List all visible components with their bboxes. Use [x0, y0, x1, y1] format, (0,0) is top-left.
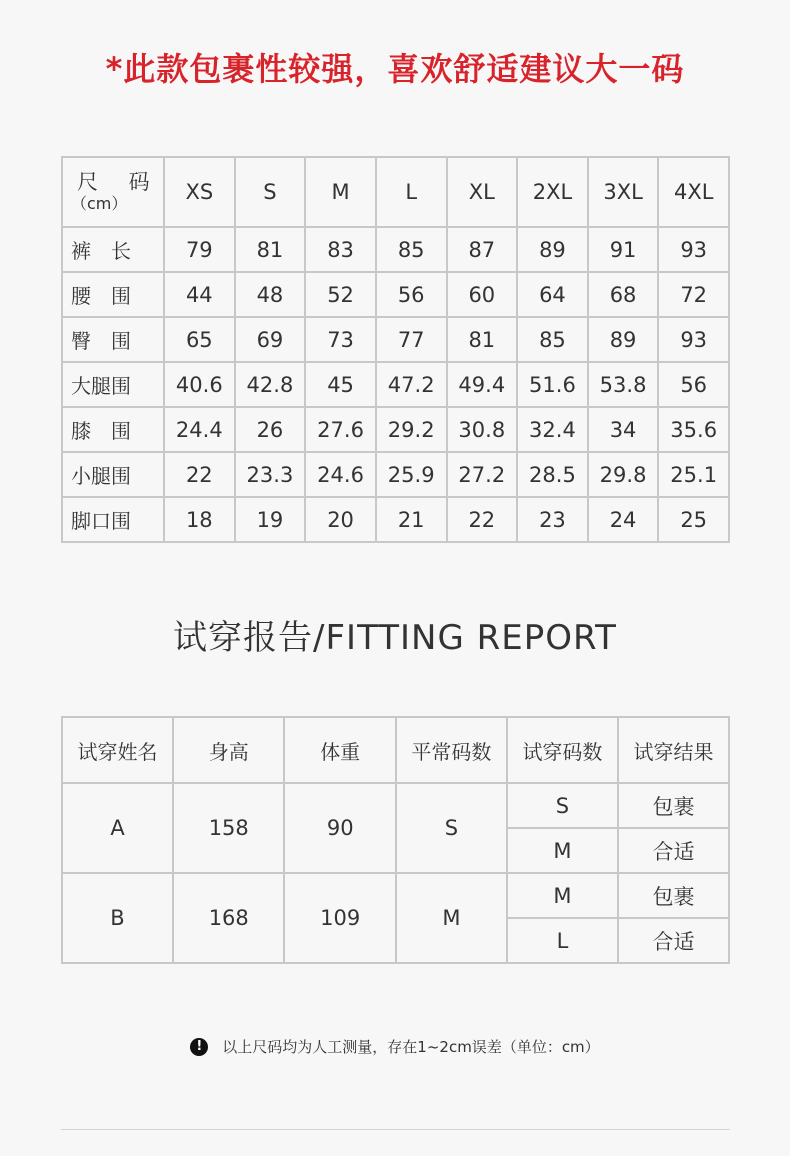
fitting-report-title: 试穿报告/FITTING REPORT [173, 618, 617, 658]
measure-value: 77 [376, 317, 447, 362]
table-row [62, 317, 729, 362]
size-col-header: S [235, 157, 306, 227]
measure-value: 27.2 [447, 452, 518, 497]
fit-advice-banner: *此款包裹性较强，喜欢舒适建议大一码 [105, 50, 685, 88]
table-row [62, 362, 729, 407]
report-header-row [62, 717, 729, 783]
measure-value: 56 [376, 272, 447, 317]
measure-value: 69 [235, 317, 306, 362]
measure-value: 73 [305, 317, 376, 362]
measure-value: 89 [588, 317, 659, 362]
report-col-header: 身高 [173, 717, 284, 783]
fitting-report-table [61, 716, 730, 964]
trial-result: 合适 [618, 918, 729, 963]
measure-value: 65 [164, 317, 235, 362]
measure-value: 91 [588, 227, 659, 272]
size-col-header: L [376, 157, 447, 227]
table-row [62, 452, 729, 497]
table-row [62, 873, 729, 918]
size-col-header: M [305, 157, 376, 227]
measure-value: 93 [658, 317, 729, 362]
trial-size: M [507, 873, 618, 918]
tester-height: 168 [173, 873, 284, 963]
measure-value: 85 [517, 317, 588, 362]
measure-value: 20 [305, 497, 376, 542]
table-row [62, 497, 729, 542]
measure-value: 89 [517, 227, 588, 272]
measure-value: 72 [658, 272, 729, 317]
measure-value: 24 [588, 497, 659, 542]
measure-value: 42.8 [235, 362, 306, 407]
trial-size: M [507, 828, 618, 873]
trial-result: 合适 [618, 828, 729, 873]
measure-value: 79 [164, 227, 235, 272]
measure-value: 49.4 [447, 362, 518, 407]
tester-weight: 109 [284, 873, 395, 963]
measure-value: 21 [376, 497, 447, 542]
measure-value: 18 [164, 497, 235, 542]
measure-value: 87 [447, 227, 518, 272]
size-col-header: 4XL [658, 157, 729, 227]
measure-value: 40.6 [164, 362, 235, 407]
measure-value: 45 [305, 362, 376, 407]
measure-value: 25.9 [376, 452, 447, 497]
measure-value: 25.1 [658, 452, 729, 497]
measure-value: 64 [517, 272, 588, 317]
tester-weight: 90 [284, 783, 395, 873]
size-col-header: 3XL [588, 157, 659, 227]
measure-value: 81 [447, 317, 518, 362]
measure-value: 44 [164, 272, 235, 317]
measure-value: 47.2 [376, 362, 447, 407]
trial-size: S [507, 783, 618, 828]
measure-value: 48 [235, 272, 306, 317]
measure-label: 臀 围 [62, 317, 164, 362]
measure-value: 30.8 [447, 407, 518, 452]
measure-value: 29.2 [376, 407, 447, 452]
measure-value: 28.5 [517, 452, 588, 497]
size-col-header: XS [164, 157, 235, 227]
tester-height: 158 [173, 783, 284, 873]
size-chart-table [61, 156, 730, 543]
measure-value: 23.3 [235, 452, 306, 497]
measure-value: 22 [164, 452, 235, 497]
footer-divider [61, 1129, 730, 1130]
measure-value: 93 [658, 227, 729, 272]
measure-value: 60 [447, 272, 518, 317]
tester-usual-size: M [396, 873, 507, 963]
measure-value: 83 [305, 227, 376, 272]
table-row [62, 783, 729, 828]
size-chart-header-row [62, 157, 729, 227]
measure-label: 裤 长 [62, 227, 164, 272]
measure-value: 81 [235, 227, 306, 272]
measure-value: 68 [588, 272, 659, 317]
measure-value: 32.4 [517, 407, 588, 452]
size-col-header: XL [447, 157, 518, 227]
trial-size: L [507, 918, 618, 963]
measure-value: 27.6 [305, 407, 376, 452]
measure-value: 29.8 [588, 452, 659, 497]
measure-value: 35.6 [658, 407, 729, 452]
measure-label: 小腿围 [62, 452, 164, 497]
measure-value: 85 [376, 227, 447, 272]
measure-value: 24.4 [164, 407, 235, 452]
measure-value: 24.6 [305, 452, 376, 497]
report-col-header: 试穿码数 [507, 717, 618, 783]
tester-name: B [62, 873, 173, 963]
tester-name: A [62, 783, 173, 873]
tester-usual-size: S [396, 783, 507, 873]
table-row [62, 272, 729, 317]
report-col-header: 体重 [284, 717, 395, 783]
report-col-header: 试穿姓名 [62, 717, 173, 783]
measure-label: 大腿围 [62, 362, 164, 407]
size-header-label: 尺 码 [77, 170, 162, 194]
measurement-note-text: 以上尺码均为人工测量，存在1~2cm误差（单位：cm） [222, 1038, 600, 1056]
measure-label: 膝 围 [62, 407, 164, 452]
measure-value: 19 [235, 497, 306, 542]
measure-value: 51.6 [517, 362, 588, 407]
measure-value: 34 [588, 407, 659, 452]
measure-value: 25 [658, 497, 729, 542]
report-col-header: 试穿结果 [618, 717, 729, 783]
measure-value: 56 [658, 362, 729, 407]
trial-result: 包裹 [618, 873, 729, 918]
measure-label: 腰 围 [62, 272, 164, 317]
exclamation-icon: ! [190, 1038, 208, 1056]
measure-value: 22 [447, 497, 518, 542]
size-header-cell [62, 157, 164, 227]
size-header-unit: （cm） [71, 194, 128, 213]
report-col-header: 平常码数 [396, 717, 507, 783]
table-row [62, 227, 729, 272]
measure-value: 23 [517, 497, 588, 542]
table-row [62, 407, 729, 452]
measure-value: 26 [235, 407, 306, 452]
measurement-note [0, 1036, 790, 1057]
size-col-header: 2XL [517, 157, 588, 227]
measure-value: 52 [305, 272, 376, 317]
measure-value: 53.8 [588, 362, 659, 407]
measure-label: 脚口围 [62, 497, 164, 542]
trial-result: 包裹 [618, 783, 729, 828]
